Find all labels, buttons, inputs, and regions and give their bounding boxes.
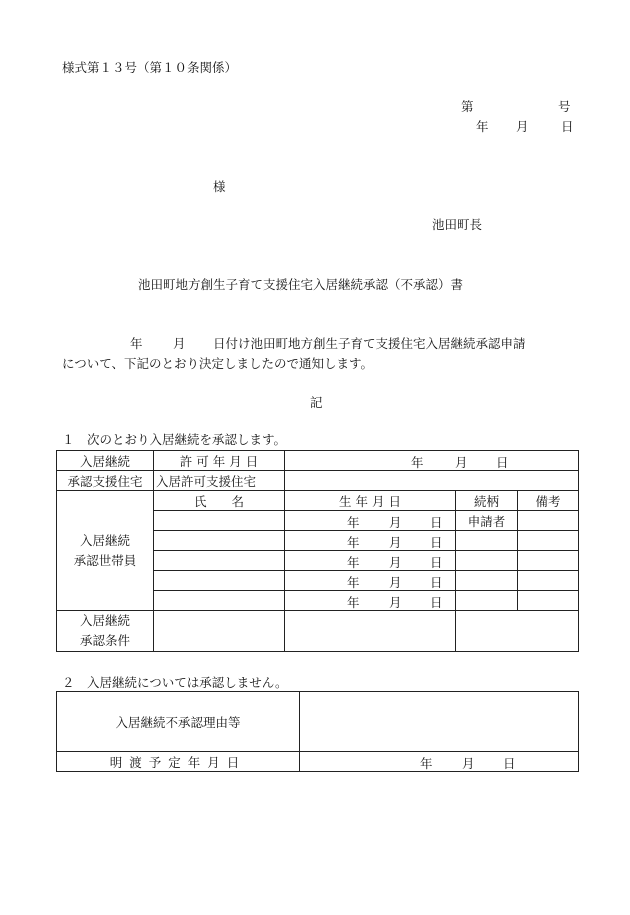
permit-day: 日: [496, 455, 509, 470]
condition-cell-3: [456, 611, 579, 652]
document-title: 池田町地方創生子育て支援住宅入居継続承認（不承認）書: [138, 277, 464, 292]
vacate-year: 年: [420, 756, 433, 771]
addressee-honorific: 様: [213, 179, 226, 194]
issue-date-year: 年: [476, 119, 489, 134]
reason-label: 入居継続不承認理由等: [57, 692, 300, 752]
sender-name: 池田町長: [432, 217, 483, 232]
member-remarks: [518, 571, 579, 591]
housing-value: [285, 471, 579, 491]
permit-month: 月: [455, 455, 468, 470]
birth-month: 月: [389, 555, 402, 570]
body-line1: 日付け池田町地方創生子育て支援住宅入居継続承認申請: [213, 336, 526, 351]
col-name-header: 氏 名: [154, 491, 285, 511]
issue-date-month: 月: [516, 119, 529, 134]
reason-value: [300, 692, 579, 752]
col-relation-header: 続柄: [456, 491, 518, 511]
permit-date-value: [285, 451, 579, 471]
body-year: 年: [130, 336, 143, 351]
vacate-month: 月: [462, 756, 475, 771]
birth-month: 月: [389, 575, 402, 590]
birth-year: 年: [347, 595, 360, 610]
member-remarks: [518, 511, 579, 531]
permit-date-label: 許 可 年 月 日: [154, 451, 285, 471]
birth-day: 日: [430, 535, 443, 550]
member-remarks: [518, 531, 579, 551]
body-line2: について、下記のとおり決定しましたので通知します。: [62, 356, 374, 371]
member-relation: 申請者: [456, 511, 518, 531]
household-label: [57, 491, 154, 611]
member-birthdate: [285, 571, 456, 591]
member-name: [154, 511, 285, 531]
rejection-table: [56, 691, 579, 772]
row1-label: 入居継続: [57, 451, 154, 471]
member-birthdate: [285, 591, 456, 611]
approval-table: [56, 450, 579, 652]
member-remarks: [518, 591, 579, 611]
birth-day: 日: [430, 515, 443, 530]
body-month: 月: [173, 336, 186, 351]
section1-heading: １ 次のとおり入居継続を承認します。: [62, 432, 287, 447]
condition-cell-1: [154, 611, 285, 652]
vacate-date-value: [300, 752, 579, 772]
birth-year: 年: [347, 535, 360, 550]
housing-name: 入居許可支援住宅: [154, 471, 285, 491]
household-label-2: 承認世帯員: [73, 552, 137, 568]
number-suffix: 号: [558, 99, 571, 114]
member-relation: [456, 591, 518, 611]
issue-date-day: 日: [561, 119, 574, 134]
birth-day: 日: [430, 555, 443, 570]
condition-cell-2: [285, 611, 456, 652]
member-relation: [456, 551, 518, 571]
birth-day: 日: [430, 575, 443, 590]
condition-label-1: 入居継続: [79, 613, 130, 628]
birth-month: 月: [389, 515, 402, 530]
form-number: 様式第１３号（第１０条関係）: [62, 60, 238, 75]
member-relation: [456, 571, 518, 591]
row2-label: 承認支援住宅: [57, 471, 154, 491]
member-name: [154, 531, 285, 551]
member-birthdate: [285, 551, 456, 571]
vacate-date-label-text: 明渡予定年月日: [109, 754, 247, 770]
permit-year: 年: [411, 455, 424, 470]
vacate-date-label: [57, 752, 300, 772]
vacate-day: 日: [503, 756, 516, 771]
household-label-1: 入居継続: [79, 532, 130, 548]
birth-year: 年: [347, 515, 360, 530]
birth-month: 月: [389, 595, 402, 610]
member-name: [154, 551, 285, 571]
member-name: [154, 591, 285, 611]
condition-label-2: 承認条件: [79, 633, 130, 648]
section2-heading: ２ 入居継続については承認しません。: [62, 675, 288, 690]
birth-year: 年: [347, 575, 360, 590]
member-remarks: [518, 551, 579, 571]
birth-day: 日: [430, 595, 443, 610]
col-birth-header: 生 年 月 日: [285, 491, 456, 511]
condition-label: [57, 611, 154, 652]
ki-heading: 記: [310, 395, 323, 410]
col-remarks-header: 備考: [518, 491, 579, 511]
birth-year: 年: [347, 555, 360, 570]
member-birthdate: [285, 531, 456, 551]
birth-month: 月: [389, 535, 402, 550]
member-name: [154, 571, 285, 591]
member-relation: [456, 531, 518, 551]
number-prefix: 第: [461, 99, 474, 114]
member-birthdate: [285, 511, 456, 531]
